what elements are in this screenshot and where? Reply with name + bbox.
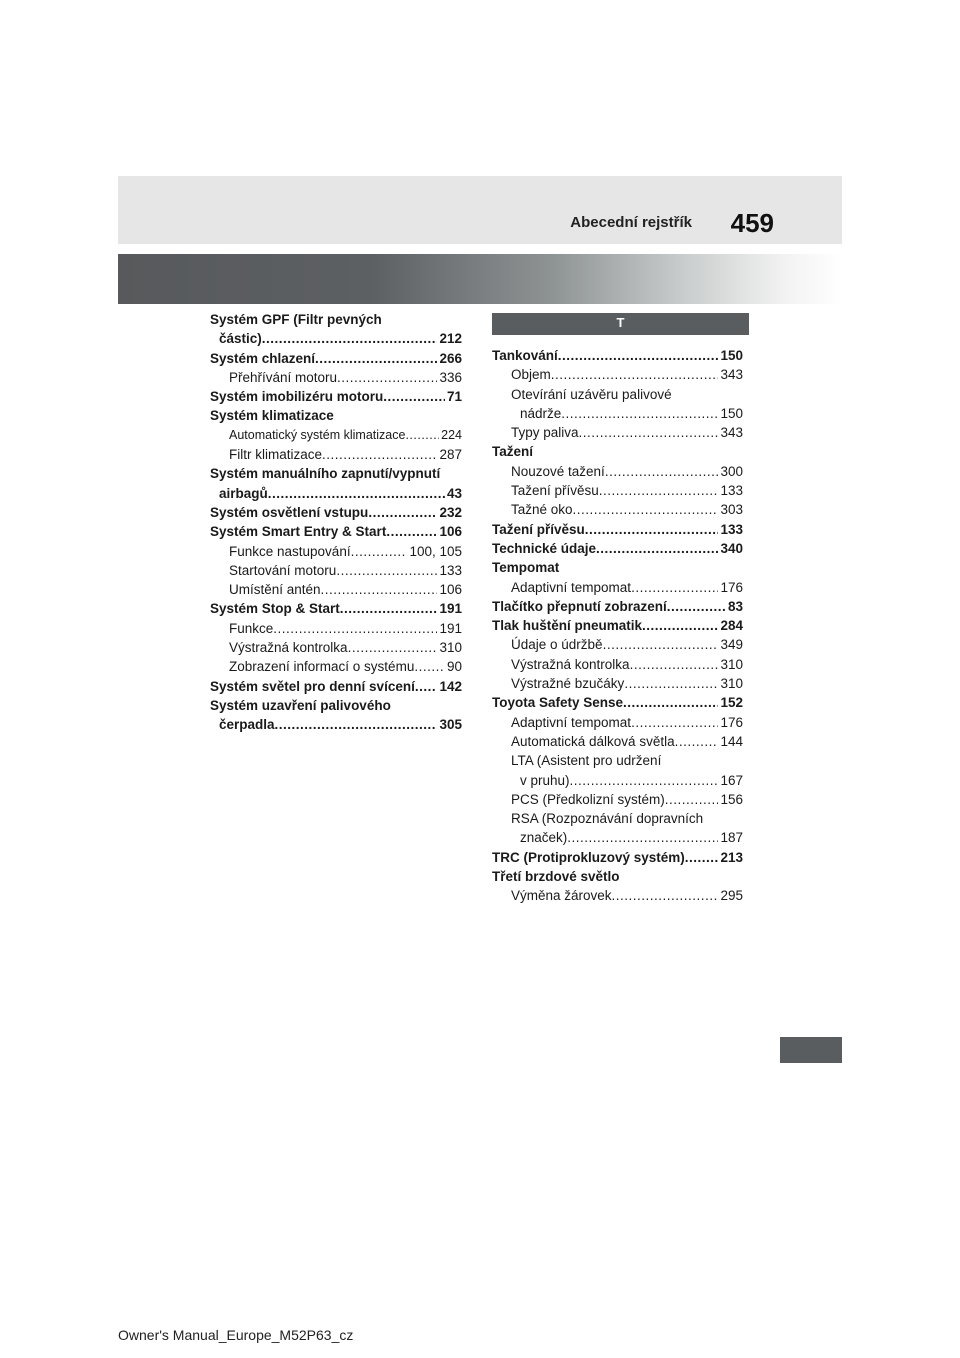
section-letter-bar: T bbox=[492, 313, 749, 335]
index-term: Tlak huštění pneumatik bbox=[492, 618, 643, 634]
index-term: Tlačítko přepnutí zobrazení bbox=[492, 598, 667, 614]
index-term: Funkce nastupování bbox=[229, 543, 351, 559]
index-entry bbox=[492, 693, 743, 712]
dot-leader bbox=[383, 387, 445, 406]
index-entry bbox=[210, 599, 462, 618]
index-term: Objem bbox=[511, 367, 551, 383]
index-term: Automatický systém klimatizace bbox=[229, 427, 406, 442]
index-entry bbox=[492, 616, 743, 635]
index-entry bbox=[210, 657, 462, 676]
index-entry bbox=[492, 597, 743, 616]
dot-leader bbox=[322, 445, 437, 464]
index-entry bbox=[492, 500, 743, 519]
index-term: značek) bbox=[520, 830, 568, 846]
index-page-ref: 167 bbox=[720, 772, 743, 788]
index-page-ref: 191 bbox=[439, 620, 462, 636]
index-entry bbox=[492, 655, 743, 674]
index-entry bbox=[492, 346, 743, 365]
page-number: 459 bbox=[730, 208, 774, 238]
index-entry bbox=[492, 848, 743, 867]
index-entry bbox=[210, 522, 462, 541]
index-term: PCS (Předkolizní systém) bbox=[511, 791, 665, 807]
index-page-ref: 310 bbox=[720, 656, 743, 672]
index-entry bbox=[492, 578, 743, 597]
index-page-ref: 224 bbox=[441, 427, 462, 442]
index-term: Startování motoru bbox=[229, 562, 337, 578]
index-page-ref: 90 bbox=[446, 659, 462, 675]
index-page-ref: 133 bbox=[720, 521, 743, 537]
dot-leader bbox=[579, 423, 719, 442]
dot-leader bbox=[321, 580, 438, 599]
index-column-right bbox=[492, 346, 743, 906]
index-page-ref: 156 bbox=[720, 791, 743, 807]
index-page-ref: 303 bbox=[720, 502, 743, 518]
index-term: Systém klimatizace bbox=[210, 408, 334, 424]
dot-leader bbox=[275, 715, 438, 734]
dot-leader bbox=[612, 886, 719, 905]
dot-leader bbox=[415, 677, 438, 696]
index-page-ref: 106 bbox=[439, 524, 462, 540]
index-entry bbox=[210, 387, 462, 406]
index-page-ref: 266 bbox=[439, 350, 462, 366]
dot-leader bbox=[631, 578, 718, 597]
index-term: Výměna žárovek bbox=[511, 888, 612, 904]
index-term: Filtr klimatizace bbox=[229, 447, 323, 463]
index-term: čerpadla bbox=[219, 717, 275, 733]
index-term: Typy paliva bbox=[511, 425, 579, 441]
index-term: Tempomat bbox=[492, 560, 560, 576]
index-entry bbox=[210, 368, 462, 387]
index-page-ref: 343 bbox=[720, 425, 743, 441]
index-term: Otevírání uzávěru palivové bbox=[511, 386, 672, 402]
dot-leader bbox=[570, 771, 719, 790]
dot-leader bbox=[315, 349, 437, 368]
dot-leader bbox=[551, 365, 719, 384]
index-term: Technické údaje bbox=[492, 540, 597, 556]
index-entry bbox=[492, 828, 743, 847]
index-page-ref: 310 bbox=[439, 640, 462, 656]
index-page-ref: 287 bbox=[439, 447, 462, 463]
dot-leader bbox=[603, 635, 719, 654]
dot-leader bbox=[573, 500, 719, 519]
index-page-ref: 340 bbox=[720, 540, 743, 556]
index-entry bbox=[210, 310, 462, 329]
index-entry bbox=[210, 329, 462, 348]
dot-leader bbox=[268, 484, 445, 503]
index-page-ref: 176 bbox=[720, 579, 743, 595]
decorative-gradient-band bbox=[118, 254, 842, 304]
index-entry bbox=[492, 481, 743, 500]
index-entry bbox=[492, 462, 743, 481]
index-entry bbox=[492, 809, 743, 828]
dot-leader bbox=[262, 329, 438, 348]
index-term: Systém manuálního zapnutí/vypnutí bbox=[210, 466, 441, 482]
index-term: airbagů bbox=[219, 485, 268, 501]
index-page-ref: 133 bbox=[439, 562, 462, 578]
index-entry bbox=[210, 638, 462, 657]
dot-leader bbox=[623, 693, 718, 712]
index-term: v pruhu) bbox=[520, 772, 570, 788]
index-term: nádrže bbox=[520, 405, 562, 421]
index-page-ref: 191 bbox=[439, 601, 462, 617]
index-term: Tažení přívěsu bbox=[492, 521, 585, 537]
index-term: Umístění antén bbox=[229, 582, 321, 598]
index-term: Tažné oko bbox=[511, 502, 573, 518]
index-entry bbox=[492, 423, 743, 442]
index-entry bbox=[210, 503, 462, 522]
index-entry bbox=[492, 385, 743, 404]
index-entry bbox=[492, 558, 743, 577]
index-term: Výstražná kontrolka bbox=[511, 656, 630, 672]
index-term: Automatická dálková světla bbox=[511, 733, 675, 749]
index-term: Zobrazení informací o systému bbox=[229, 659, 415, 675]
footer-manual-id: Owner's Manual_Europe_M52P63_cz bbox=[118, 1327, 354, 1343]
index-page-ref: 310 bbox=[720, 676, 743, 692]
index-page-ref: 213 bbox=[720, 849, 743, 865]
index-page-ref: 284 bbox=[720, 618, 743, 634]
index-page-ref: 343 bbox=[720, 367, 743, 383]
index-page-ref: 150 bbox=[720, 348, 743, 363]
index-page-ref: 144 bbox=[720, 733, 743, 749]
thumb-index-tab bbox=[780, 1037, 842, 1063]
dot-leader bbox=[585, 520, 719, 539]
index-term: Systém imobilizéru motoru bbox=[210, 389, 384, 405]
index-term: Adaptivní tempomat bbox=[511, 714, 632, 730]
index-term: Systém Smart Entry & Start bbox=[210, 524, 387, 540]
index-term: Třetí brzdové světlo bbox=[492, 869, 620, 885]
index-page-ref: 336 bbox=[439, 369, 462, 385]
index-term: Systém uzavření palivového bbox=[210, 697, 391, 713]
dot-leader bbox=[685, 848, 719, 867]
index-page-ref: 349 bbox=[720, 637, 743, 653]
index-page-ref: 176 bbox=[720, 714, 743, 730]
index-entry bbox=[492, 635, 743, 654]
index-term: Tažení přívěsu bbox=[511, 483, 599, 499]
dot-leader bbox=[667, 597, 726, 616]
index-term: Systém osvětlení vstupu bbox=[210, 504, 369, 520]
index-page-ref: 133 bbox=[720, 483, 743, 499]
index-page-ref: 232 bbox=[439, 504, 462, 520]
dot-leader bbox=[630, 655, 719, 674]
index-page-ref: 71 bbox=[446, 389, 462, 405]
dot-leader bbox=[340, 599, 438, 618]
dot-leader bbox=[624, 674, 718, 693]
index-page-ref: 106 bbox=[439, 582, 462, 598]
dot-leader bbox=[336, 561, 437, 580]
index-term: Údaje o údržbě bbox=[511, 637, 603, 653]
index-term: částic) bbox=[219, 331, 262, 347]
index-term: RSA (Rozpoznávání dopravních bbox=[511, 811, 704, 827]
dot-leader bbox=[337, 368, 437, 387]
index-entry bbox=[492, 539, 743, 558]
index-page-ref: 152 bbox=[720, 695, 743, 711]
index-entry bbox=[210, 426, 462, 445]
index-term: Výstražné bzučáky bbox=[511, 676, 625, 692]
dot-leader bbox=[561, 404, 718, 423]
index-page-ref: 305 bbox=[439, 717, 462, 733]
index-entry bbox=[210, 561, 462, 580]
index-entry bbox=[210, 542, 462, 561]
index-term: Systém GPF (Filtr pevných bbox=[210, 312, 382, 327]
index-term: Tankování bbox=[492, 348, 558, 363]
index-term: LTA (Asistent pro udržení bbox=[511, 753, 662, 769]
index-entry bbox=[210, 445, 462, 464]
index-page-ref: 142 bbox=[439, 678, 462, 694]
index-entry bbox=[210, 696, 462, 715]
index-page-ref: 300 bbox=[720, 463, 743, 479]
index-page-ref: 83 bbox=[727, 598, 743, 614]
index-entry bbox=[210, 406, 462, 425]
index-entry bbox=[210, 715, 462, 734]
dot-leader bbox=[567, 828, 718, 847]
index-entry bbox=[492, 365, 743, 384]
index-entry bbox=[492, 771, 743, 790]
index-term: Funkce bbox=[229, 620, 274, 636]
index-page-ref: 150 bbox=[720, 405, 743, 421]
dot-leader bbox=[351, 542, 408, 561]
index-term: Přehřívání motoru bbox=[229, 369, 338, 385]
index-term: Systém Stop & Start bbox=[210, 601, 340, 617]
index-entry bbox=[492, 790, 743, 809]
index-entry bbox=[210, 349, 462, 368]
dot-leader bbox=[348, 638, 438, 657]
index-page-ref: 212 bbox=[439, 331, 462, 347]
index-page-ref: 295 bbox=[720, 888, 743, 904]
dot-leader bbox=[273, 619, 437, 638]
index-page-ref: 187 bbox=[720, 830, 743, 846]
index-entry bbox=[210, 484, 462, 503]
index-entry bbox=[492, 713, 743, 732]
dot-leader bbox=[414, 657, 445, 676]
index-term: TRC (Protiprokluzový systém) bbox=[492, 849, 685, 865]
index-term: Systém chlazení bbox=[210, 350, 316, 366]
index-term: Systém světel pro denní svícení bbox=[210, 678, 415, 694]
index-entry bbox=[210, 619, 462, 638]
dot-leader bbox=[368, 503, 437, 522]
dot-leader bbox=[599, 481, 719, 500]
index-column-left bbox=[210, 310, 462, 735]
dot-leader bbox=[558, 346, 719, 365]
index-term: Toyota Safety Sense bbox=[492, 695, 624, 711]
index-entry bbox=[210, 677, 462, 696]
index-term: Nouzové tažení bbox=[511, 463, 605, 479]
index-term: Adaptivní tempomat bbox=[511, 579, 632, 595]
dot-leader bbox=[642, 616, 718, 635]
index-entry bbox=[492, 442, 743, 461]
index-entry bbox=[210, 464, 462, 483]
index-term: Výstražná kontrolka bbox=[229, 640, 348, 656]
index-term: Tažení bbox=[492, 444, 534, 460]
index-entry bbox=[492, 404, 743, 423]
index-entry bbox=[492, 674, 743, 693]
dot-leader bbox=[665, 790, 719, 809]
index-entry bbox=[492, 751, 743, 770]
dot-leader bbox=[675, 732, 719, 751]
section-title: Abecední rejstřík bbox=[570, 214, 692, 231]
index-entry bbox=[492, 867, 743, 886]
index-entry bbox=[492, 732, 743, 751]
index-entry bbox=[492, 520, 743, 539]
index-page-ref: 43 bbox=[446, 485, 462, 501]
index-page-ref: 100, 105 bbox=[409, 543, 462, 559]
dot-leader bbox=[605, 462, 719, 481]
dot-leader bbox=[386, 522, 437, 541]
dot-leader bbox=[596, 539, 718, 558]
index-entry bbox=[492, 886, 743, 905]
index-entry bbox=[210, 580, 462, 599]
dot-leader bbox=[405, 426, 439, 445]
dot-leader bbox=[631, 713, 718, 732]
